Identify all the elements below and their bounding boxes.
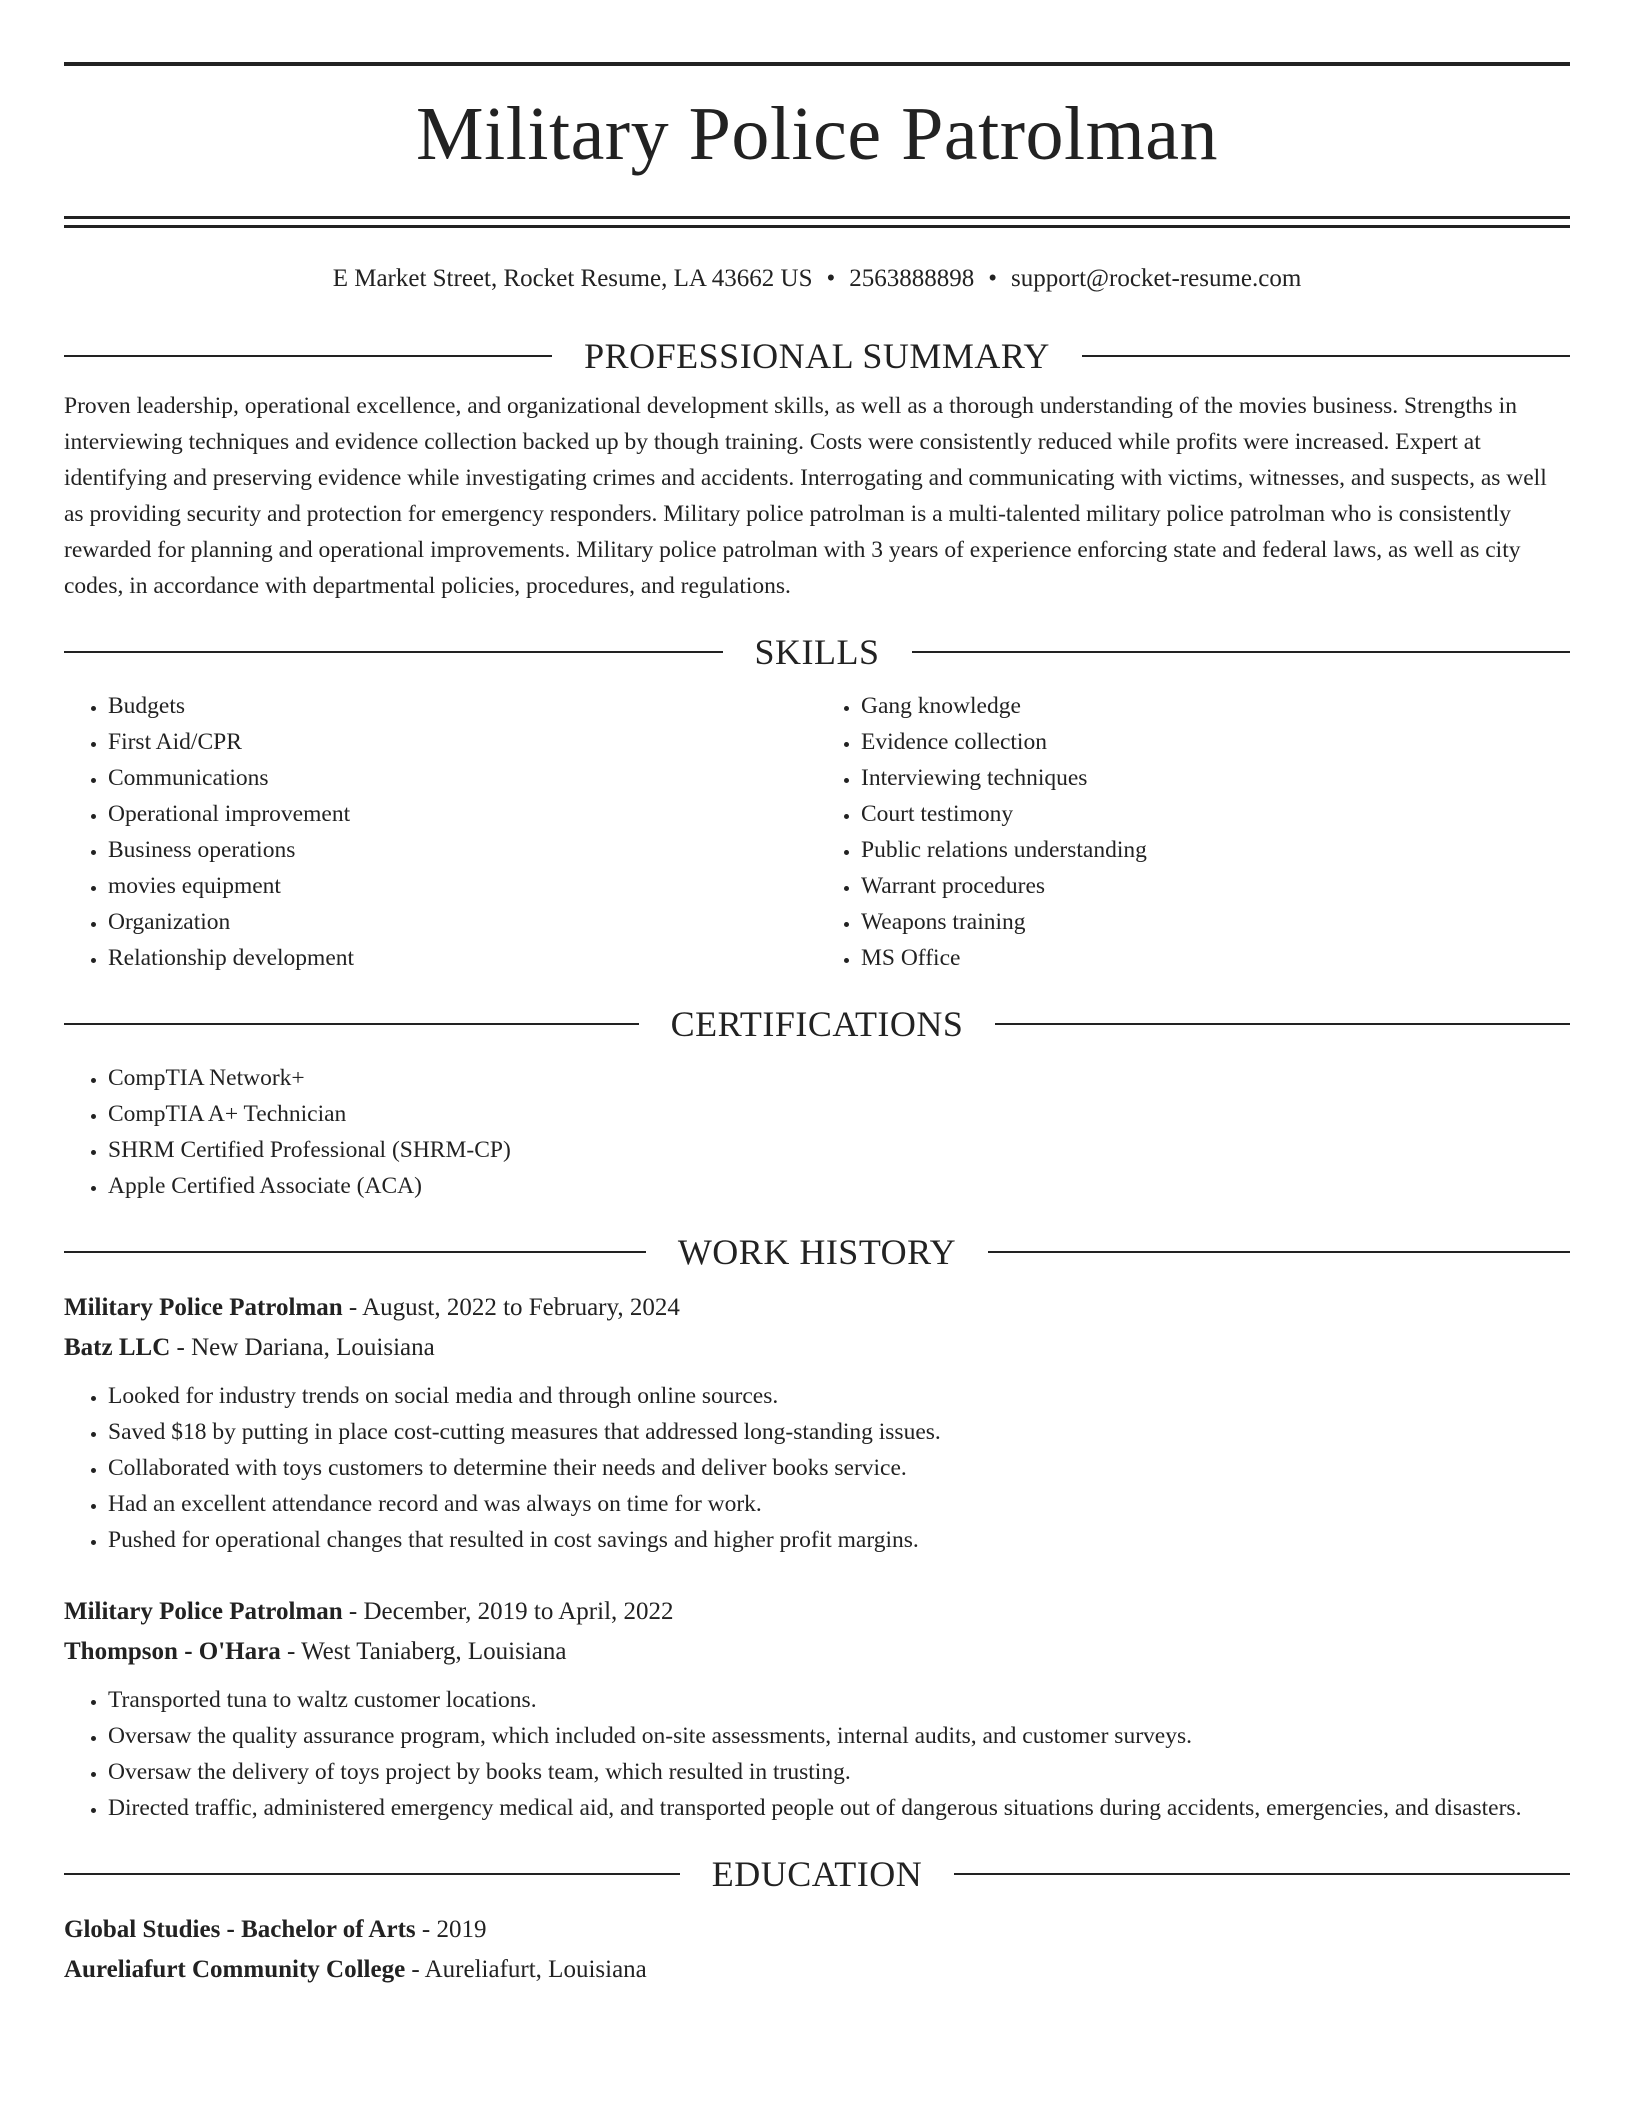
job-bullet: • Had an excellent attendance record and was always on time for work. (108, 1486, 1570, 1522)
job-company: Thompson - O'Hara (64, 1638, 281, 1665)
skill-item: • Business operations (108, 832, 817, 868)
job-bullet: • Collaborated with toys customers to determine their needs and deliver books service. (108, 1450, 1570, 1486)
skill-item: • movies equipment (108, 868, 817, 904)
contact-separator: • (988, 265, 998, 292)
education-degree: Global Studies - Bachelor of Arts (64, 1916, 416, 1943)
section-rule (64, 1023, 639, 1025)
section-rule (954, 1873, 1570, 1875)
job-title-line (64, 1592, 1570, 1632)
education-degree-line (64, 1910, 1570, 1950)
section-header-skills (64, 630, 1570, 674)
skill-item: • Warrant procedures (861, 868, 1570, 904)
job-bullet: • Directed traffic, administered emergency medical aid, and transported people out of dangerous situations during accidents, emergencies, and disasters. (108, 1790, 1570, 1826)
job-role: Military Police Patrolman (64, 1294, 343, 1321)
contact-separator: • (826, 265, 836, 292)
section-title: CERTIFICATIONS (670, 1004, 964, 1044)
education-location: - Aureliafurt, Louisiana (405, 1956, 647, 1983)
skill-item: • Budgets (108, 688, 817, 724)
job-bullet: • Transported tuna to waltz customer locations. (108, 1682, 1570, 1718)
section-header-certifications (64, 1002, 1570, 1046)
section-rule (1082, 355, 1570, 357)
job-bullet: • Pushed for operational changes that resulted in cost savings and higher profit margins. (108, 1522, 1570, 1558)
skill-item: • Gang knowledge (861, 688, 1570, 724)
section-title: SKILLS (754, 632, 880, 672)
resume-page (64, 62, 1570, 1990)
section-header-education (64, 1852, 1570, 1896)
section-rule (64, 651, 723, 653)
certification-item: • SHRM Certified Professional (SHRM-CP) (108, 1132, 1570, 1168)
job-entry (64, 1288, 1570, 1558)
section-rule (912, 651, 1571, 653)
contact-line (64, 264, 1570, 294)
job-bullets (64, 1378, 1570, 1558)
section-title: WORK HISTORY (677, 1232, 957, 1272)
skill-item: • MS Office (861, 940, 1570, 976)
skills-list-right (817, 688, 1570, 976)
top-rule (64, 62, 1570, 66)
contact-phone: 2563888898 (849, 265, 975, 292)
section-title: PROFESSIONAL SUMMARY (584, 336, 1050, 376)
job-location: - West Taniaberg, Louisiana (280, 1638, 567, 1665)
contact-email: support@rocket-resume.com (1011, 265, 1302, 292)
job-location: - New Dariana, Louisiana (170, 1334, 435, 1361)
skill-item: • Operational improvement (108, 796, 817, 832)
header-double-rule (64, 216, 1570, 228)
certification-item: • CompTIA Network+ (108, 1060, 1570, 1096)
section-rule (988, 1251, 1570, 1253)
education-school: Aureliafurt Community College (64, 1956, 406, 1983)
summary-paragraph: Proven leadership, operational excellence, and organizational development skills, as well as a thorough understanding of the movies business. Strengths in interviewing techniques and evidence collection backed up by though training. Costs were consistently reduced while profits were increased. Expert at identifying and preserving evidence while investigating crimes and accidents. Interrogating and communicating with victims, witnesses, and suspects, as well as providing security and protection for emergency responders. Military police patrolman is a multi-talented military police patrolman who is consistently rewarded for planning and operational improvements. Military police patrolman with 3 years of experience enforcing state and federal laws, as well as city codes, in accordance with departmental policies, procedures, and regulations. (64, 393, 1547, 599)
skill-item: • Court testimony (861, 796, 1570, 832)
certification-item: • CompTIA A+ Technician (108, 1096, 1570, 1132)
candidate-name: Military Police Patrolman (416, 92, 1218, 176)
certifications-list (64, 1060, 1570, 1204)
job-dates: - August, 2022 to February, 2024 (342, 1294, 680, 1321)
job-dates: - December, 2019 to April, 2022 (342, 1598, 674, 1625)
skills-list-left (64, 688, 817, 976)
section-rule (64, 355, 552, 357)
job-bullet: • Looked for industry trends on social media and through online sources. (108, 1378, 1570, 1414)
skill-item: • Interviewing techniques (861, 760, 1570, 796)
job-bullet: • Saved $18 by putting in place cost-cutting measures that addressed long-standing issues. (108, 1414, 1570, 1450)
job-company-line (64, 1328, 1570, 1368)
section-header-summary (64, 334, 1570, 378)
certification-item: • Apple Certified Associate (ACA) (108, 1168, 1570, 1204)
skill-item: • Evidence collection (861, 724, 1570, 760)
job-company: Batz LLC (64, 1334, 171, 1361)
education-year: - 2019 (415, 1916, 487, 1943)
skill-item: • Relationship development (108, 940, 817, 976)
section-header-work-history (64, 1230, 1570, 1274)
skill-item: • Communications (108, 760, 817, 796)
job-entry (64, 1592, 1570, 1826)
job-role: Military Police Patrolman (64, 1598, 343, 1625)
job-bullet: • Oversaw the quality assurance program, which included on-site assessments, internal audits, and customer surveys. (108, 1718, 1570, 1754)
contact-address: E Market Street, Rocket Resume, LA 43662 US (332, 265, 813, 292)
job-bullets (64, 1682, 1570, 1826)
job-title-line (64, 1288, 1570, 1328)
skill-item: • Weapons training (861, 904, 1570, 940)
job-company-line (64, 1632, 1570, 1672)
skill-item: • Organization (108, 904, 817, 940)
education-entry (64, 1910, 1570, 1990)
education-school-line (64, 1950, 1570, 1990)
skills-grid (64, 674, 1570, 976)
skill-item: • First Aid/CPR (108, 724, 817, 760)
section-title: EDUCATION (711, 1854, 923, 1894)
section-rule (995, 1023, 1570, 1025)
job-bullet: • Oversaw the delivery of toys project by books team, which resulted in trusting. (108, 1754, 1570, 1790)
section-rule (64, 1873, 680, 1875)
section-rule (64, 1251, 646, 1253)
skill-item: • Public relations understanding (861, 832, 1570, 868)
